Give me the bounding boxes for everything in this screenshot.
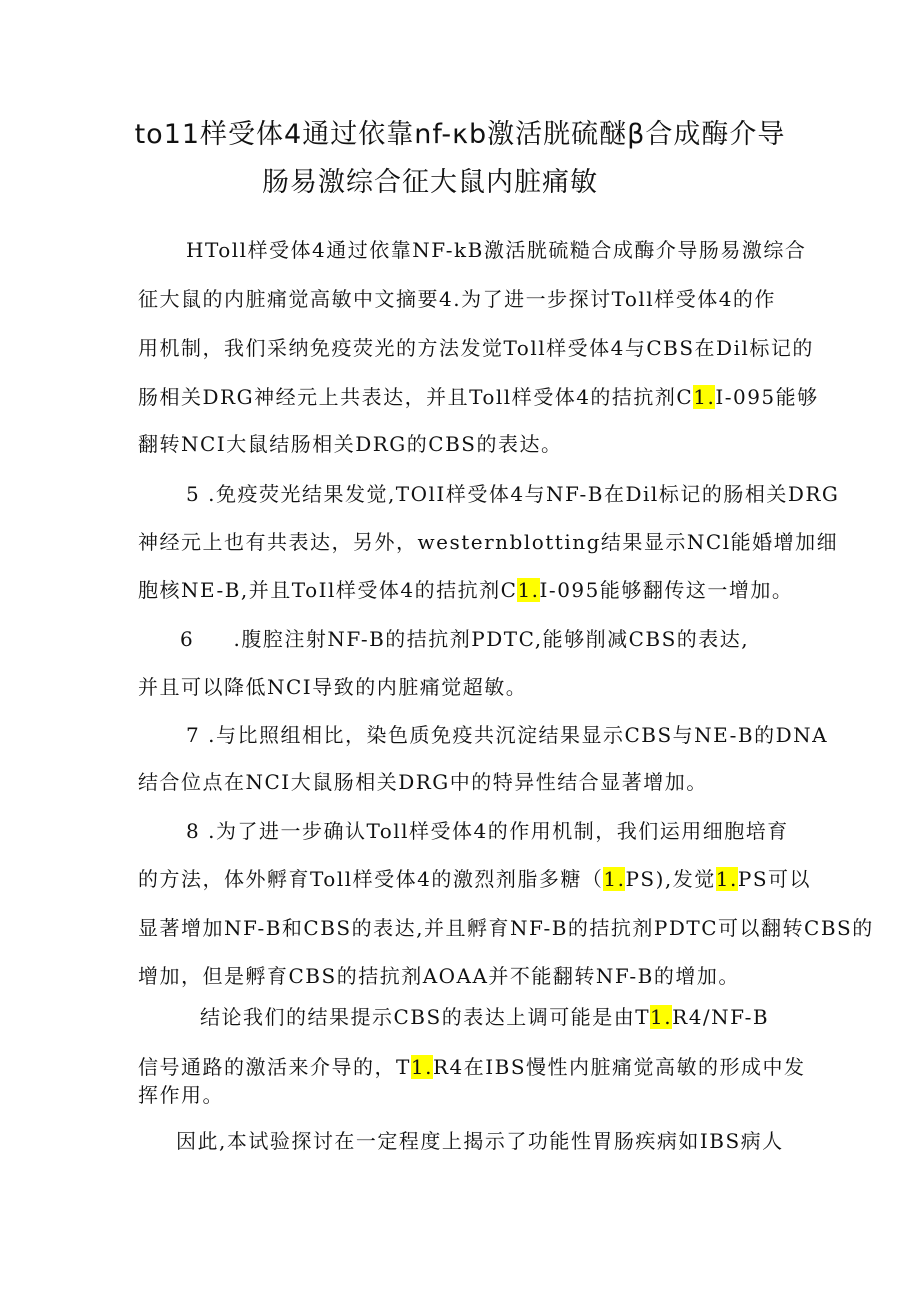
- text-run: 的方法，体外孵育Toll样受体4的激烈剂脂多糖（: [138, 867, 604, 891]
- text-run: 信号通路的激活来介导的，T: [138, 1055, 411, 1079]
- body-text-line: 用机制，我们采纳免疫荧光的方法发觉Toll样受体4与CBS在Dil标记的: [138, 336, 814, 360]
- body-text-line: [200, 1002, 769, 1032]
- body-text-line: 显著增加NF-B和CBS的表达,并且孵育NF-B的拮抗剂PDTC可以翻转CBS的: [138, 916, 874, 940]
- highlighted-text: 1.: [650, 1005, 673, 1029]
- highlighted-text: 1.: [410, 1055, 433, 1079]
- body-text-line: 并且可以降低NCI导致的内脏痛觉超敏。: [138, 675, 528, 699]
- document-title-line-2: 肠易激综合征大鼠内脏痛敏: [262, 167, 598, 198]
- text-run: I-095能够: [715, 385, 819, 409]
- highlighted-text: 1.: [715, 867, 738, 891]
- body-text-line: HToll样受体4通过依靠NF-kB激活胱硫糙合成酶介导肠易激综合: [186, 238, 807, 262]
- body-text-line: 8 .为了进一步确认Toll样受体4的作用机制，我们运用细胞培育: [186, 819, 789, 843]
- highlighted-text: 1.: [517, 578, 540, 602]
- text-run: I-095能够翻传这一增加。: [539, 578, 794, 602]
- body-text-line: 神经元上也有共表达，另外，westernblotting结果显示NCl能婚增加细: [138, 530, 839, 554]
- document-title-line-1: to11样受体4通过依靠nf-κb激活胱硫醚β合成酶介导: [134, 119, 786, 150]
- body-text-line: [138, 1052, 806, 1082]
- text-run: PS),发觉: [625, 867, 716, 891]
- text-run: 肠相关DRG神经元上共表达，并且Toll样受体4的拮抗剂C: [138, 385, 694, 409]
- body-text-line: 5 .免疫荧光结果发觉,TOlI样受体4与NF-B在Dil标记的肠相关DRG: [186, 482, 840, 506]
- text-run: 胞核NE-B,并且ToIl样受体4的拮抗剂C: [138, 578, 518, 602]
- body-text-line: 翻转NCI大鼠结肠相关DRG的CBS的表达。: [138, 432, 563, 456]
- body-text-line: [138, 864, 811, 894]
- highlighted-text: 1.: [693, 385, 716, 409]
- highlighted-text: 1.: [603, 867, 626, 891]
- body-text-line: 7 .与比照组相比，染色质免疫共沉淀结果显示CBS与NE-B的DNA: [186, 723, 829, 747]
- body-text-line: 结合位点在NCI大鼠肠相关DRG中的特异性结合显著增加。: [138, 770, 708, 794]
- body-text-line: 挥作用。: [138, 1083, 224, 1107]
- body-text-line: [138, 382, 819, 412]
- body-text-line: 增加，但是孵育CBS的拮抗剂AOAA并不能翻转NF-B的增加。: [138, 964, 740, 988]
- body-text-line: 因此,本试验探讨在一定程度上揭示了功能性胃肠疾病如IBS病人: [176, 1129, 784, 1153]
- text-run: 结论我们的结果提示CBS的表达上调可能是由T: [200, 1005, 651, 1029]
- text-run: R4/NF-B: [672, 1005, 770, 1029]
- text-run: PS可以: [737, 867, 812, 891]
- body-text-line: 征大鼠的内脏痛觉高敏中文摘要4.为了进一步探讨Toll样受体4的作: [138, 287, 776, 311]
- body-text-line: 6 .腹腔注射NF-B的拮抗剂PDTC,能够削减CBS的表达,: [180, 627, 750, 651]
- text-run: R4在IBS慢性内脏痛觉高敏的形成中发: [432, 1055, 806, 1079]
- body-text-line: [138, 575, 793, 605]
